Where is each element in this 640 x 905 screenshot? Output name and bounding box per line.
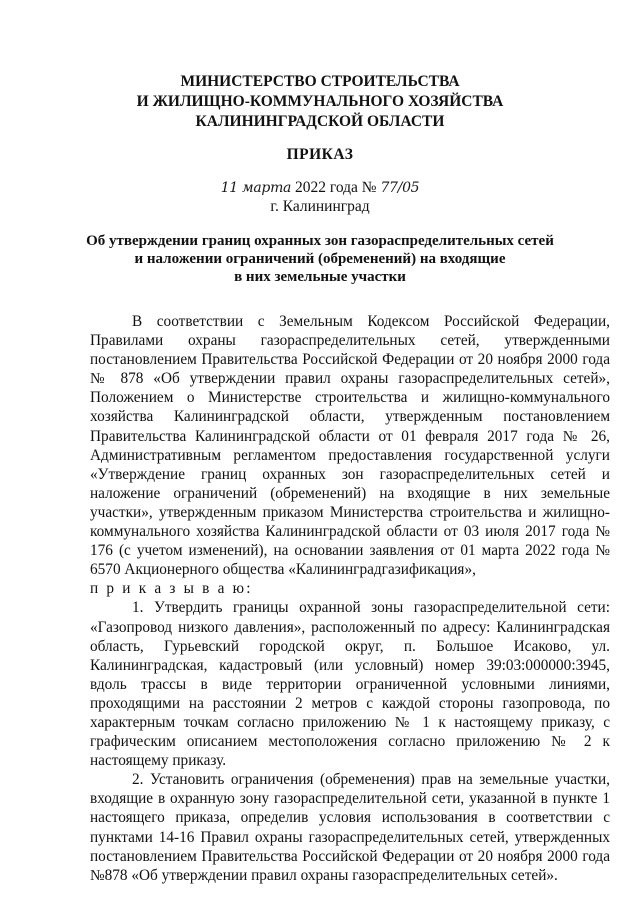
- ministry-name: [0, 72, 640, 132]
- ministry-line-3: КАЛИНИНГРАДСКОЙ ОБЛАСТИ: [195, 113, 445, 130]
- document-type-title: ПРИКАЗ: [286, 146, 354, 163]
- subject-line-2: и наложении ограничений (обременений) на входящие: [134, 251, 506, 267]
- handwritten-order-number: 77/05: [380, 180, 420, 196]
- subject-line-3: в них земельные участки: [234, 269, 406, 285]
- ministry-line-2: И ЖИЛИЩНО-КОММУНАЛЬНОГО ХОЗЯЙСТВА: [136, 93, 504, 110]
- city: г. Калининград: [270, 198, 370, 215]
- ministry-line-1: МИНИСТЕРСТВО СТРОИТЕЛЬСТВА: [180, 73, 460, 90]
- clause-2: 2. Установить ограничения (обременения) прав на земельные участки, входящие в охранную зону газораспределительной сети, указанной в пункте 1 настоящего приказа, определив условия использования в соответствии с пунктами 14-16 Правил охраны газораспределительных сетей, утвержденных постановлением Правительства Российской Федерации от 20 ноября 2000 года №878 «Об утверждении правил охраны газораспределительных сетей».: [90, 771, 610, 884]
- order-subject: [0, 232, 640, 286]
- subject-line-1: Об утверждении границ охранных зон газораспределительных сетей: [86, 233, 554, 249]
- clause-1: 1. Утвердить границы охранной зоны газораспределительной сети: «Газопровод низкого давления», расположенный по адресу: Калининградская область, Гурьевский городской округ, п. Большое Исаково, ул. Калининградская, кадастровый (или условный) номер 39:03:000000:3945, вдоль трассы в виде территории ограниченной условными линиями, проходящими на расстоянии 2 метров с каждой стороны газопровода, по характерным точкам согласно приложению № 1 к настоящему приказу, с графическим описанием местоположения согласно приложению № 2 к настоящему приказу.: [90, 599, 610, 770]
- document-body: [90, 312, 610, 885]
- handwritten-date: 11 марта: [220, 180, 292, 196]
- order-year-text: 2022 года №: [294, 179, 377, 196]
- decree-word: п р и к а з ы в а ю:: [90, 580, 253, 598]
- order-date-line: [0, 178, 640, 198]
- preamble-paragraph: В соответствии с Земельным Кодексом Российской Федерации, Правилами охраны газораспределительных сетей, утвержденными постановлением Правительства Российской Федерации от 20 ноября 2000 года № 878 «Об утверждении правил охраны газораспределительных сетей», Положением о Министерстве строительства и жилищно-коммунального хозяйства Калининградской области, утвержденным постановлением Правительства Калининградской области от 01 февраля 2017 года № 26, Административным регламентом предоставления государственной услуги «Утверждение границ охранных зон газораспределительных сетей и наложение ограничений (обременений) на входящие в них земельные участки», утвержденным приказом Министерства строительства и жилищно-коммунального хозяйства Калининградской области от 03 июля 2017 года № 176 (с учетом изменений), на основании заявления от 01 марта 2022 года № 6570 Акционерного общества «Калининградгазификация»,: [90, 313, 610, 579]
